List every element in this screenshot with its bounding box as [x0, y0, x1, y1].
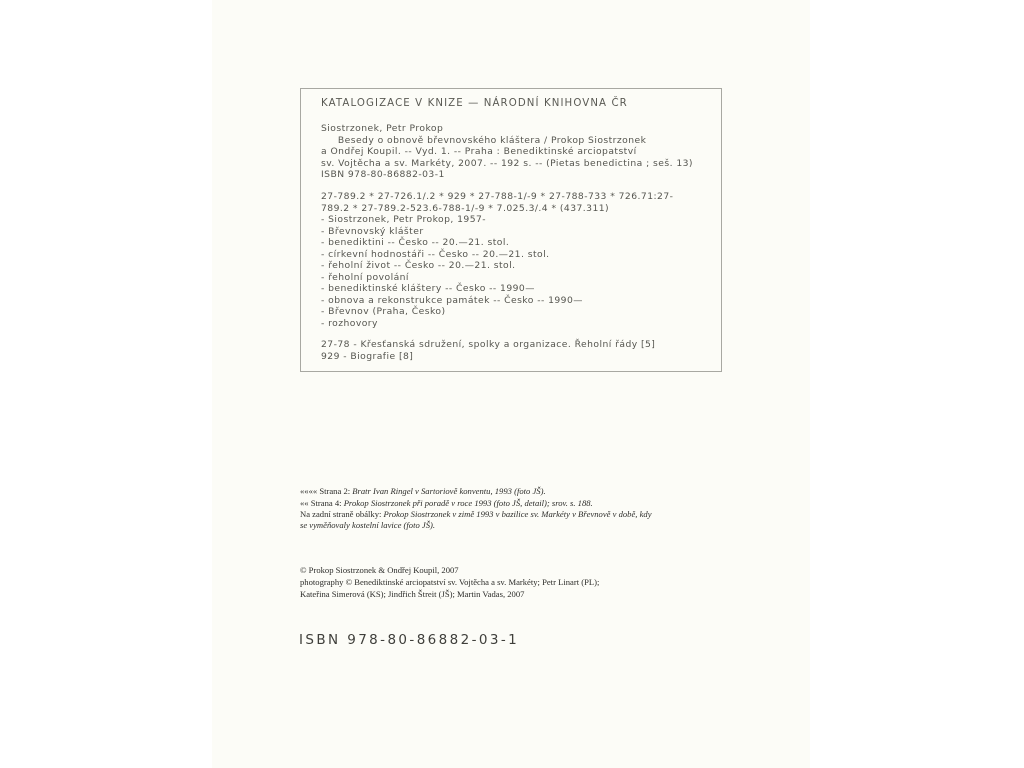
- photo-note: «««« Strana 2: Bratr Ivan Ringel v Sartoriově konventu, 1993 (foto JŠ).: [300, 486, 546, 496]
- catalog-subject-line: - Břevnovský klášter: [321, 225, 424, 237]
- catalog-subject-line: 27-789.2 * 27-726.1/.2 * 929 * 27-788-1/-9 * 27-788-733 * 726.71:27-: [321, 191, 674, 202]
- photo-note: Na zadní straně obálky: Prokop Siostrzonek v zimě 1993 v bazilice sv. Markéty v Břevnově v době, kdy: [300, 509, 652, 519]
- catalog-subject-line: - církevní hodnostáři -- Česko -- 20.—21. stol.: [321, 248, 550, 260]
- catalog-subject-line: 789.2 * 27-789.2-523.6-788-1/-9 * 7.025.3/.4 * (437.311): [321, 202, 610, 214]
- catalog-entry-line: Siostrzonek, Petr Prokop: [321, 123, 444, 134]
- copyright-line: photography © Benediktinské arciopatství sv. Vojtěcha a sv. Markéty; Petr Linart (PL);: [300, 577, 600, 587]
- copyright-line: © Prokop Siostrzonek & Ondřej Koupil, 2007: [300, 565, 459, 575]
- photo-note: se vyměňovaly kostelní lavice (foto JŠ).: [300, 520, 436, 530]
- catalog-subject-line: - řeholní život -- Česko -- 20.—21. stol.: [321, 260, 516, 271]
- copyright-line: Kateřina Simerová (KS); Jindřich Štreit (JŠ); Martin Vadas, 2007: [300, 589, 525, 599]
- isbn-number: ISBN 978-80-86882-03-1: [299, 632, 520, 648]
- catalog-subject-line: - benediktinské kláštery -- Česko -- 1990—: [321, 283, 535, 294]
- catalog-isbn: ISBN 978-80-86882-03-1: [321, 169, 445, 180]
- catalog-record-box: [300, 88, 722, 372]
- book-page: [212, 0, 810, 768]
- catalog-class-line: 929 - Biografie [8]: [321, 350, 414, 362]
- photo-note: «« Strana 4: Prokop Siostrzonek při poradě v roce 1993 (foto JŠ, detail); srov. s. 188.: [300, 498, 593, 508]
- catalog-subject-line: - obnova a rekonstrukce památek -- Česko -- 1990—: [321, 294, 583, 306]
- catalog-subject-line: - rozhovory: [321, 317, 378, 329]
- catalog-subject-line: - Siostrzonek, Petr Prokop, 1957-: [321, 214, 487, 225]
- catalog-subject-line: - řeholní povolání: [321, 271, 409, 283]
- catalog-subject-line: - Břevnov (Praha, Česko): [321, 306, 446, 317]
- catalog-class-line: 27-78 - Křesťanská sdružení, spolky a organizace. Řeholní řády [5]: [321, 339, 656, 350]
- catalog-subject-line: - benediktini -- Česko -- 20.—21. stol.: [321, 237, 510, 248]
- catalog-title: KATALOGIZACE V KNIZE — NÁRODNÍ KNIHOVNA ČR: [321, 98, 628, 109]
- catalog-entry-line: sv. Vojtěcha a sv. Markéty, 2007. -- 192 s. -- (Pietas benedictina ; seš. 13): [321, 157, 693, 169]
- catalog-entry-line: a Ondřej Koupil. -- Vyd. 1. -- Praha : Benediktinské arciopatství: [321, 146, 637, 157]
- catalog-entry-line: Besedy o obnově břevnovského kláštera / Prokop Siostrzonek: [321, 134, 647, 146]
